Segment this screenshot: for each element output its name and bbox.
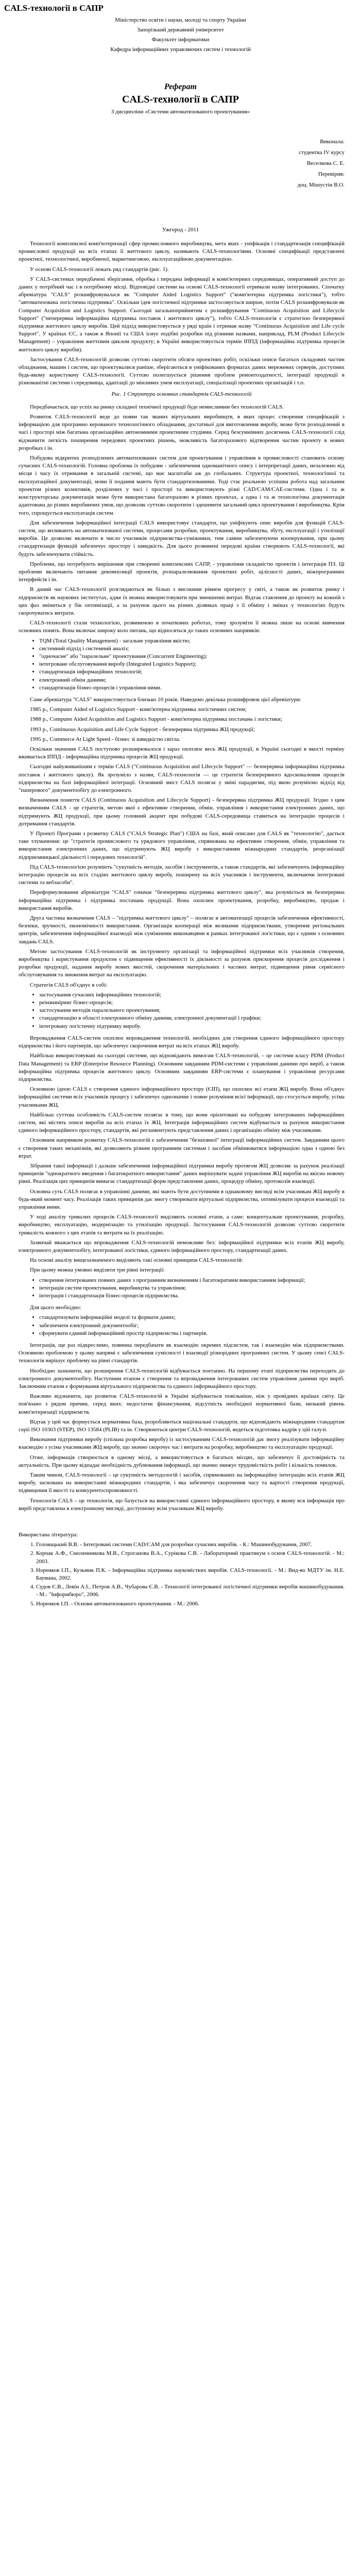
list-item: • сформувати єдиний інформаційний простір підприємства і партнерів. [39,1330,345,1337]
paragraph: Передбачається, що успіх на ринку складної технічної продукції буде немислимим без технологій CALS. [30,403,284,410]
paragraph: Впровадження CALS-систем охоплює впровадження технологій, необхідних для створення єдиного інформаційного простору підприємства і його партнерів, що забезпечує скорочення витрат на всіх етапах ЖЦ виробу. [19,1035,345,1049]
list-item: • стандартизацію в області електронного обміну даними, електронної документації і графіки; [39,1014,345,1022]
document-header-title: CALS-технології в САПР [4,3,104,13]
paragraph: При цьому можна умовно виділити три рівні інтеграції: [30,1267,165,1274]
document-subject: З дисципліни «Системи автоматизованого проектування» [111,109,250,115]
reference-list [19,1541,345,1608]
list-item: • електронний обмін даними; [39,676,345,684]
paragraph: Стратегія CALS об'єднує в собі: [30,981,108,988]
paragraph: Визначення поняття CALS (Continuous Acquisition and Lifecycle Support) - безперервна підтримка ЖЦ продукції. Згідно з цим визначенням CALS - це стратегія, метою якої є ефективне створення, обмін, управління і використання електронних даних, що підтримують ЖЦ продукції, при цьому головний акцент при побудові CALS-середовища ставиться на інтеграцію процесів і дотримання стандартів. [19,797,345,827]
paragraph: Технології комплексної комп'ютеризації сфер промисловного виробництва, мета яких - уніфікація і стандартизація специфікацій промислової продукції на всіх етапах її життєвого циклу, називають CALS-технологіями. Основні специфікації представлені проектної, технологічної, виробничої, маркетинговою, експлуатаційною документацією. [19,241,345,263]
document-body [0,240,361,1608]
list-item: • забезпечити електронний документообіг; [39,1322,345,1330]
paragraph: Сьогодні найуживанішим є термін CALS ("Continuous Acquisition and Lifecycle Support" — безперервна інформаційна підтримка поставок і життєвого циклу). Як зрозуміло з назви, CALS-технологія — це стратегія безперервного вдосконалення процесів підприємства на базі інформаційної інтеграції. Основний зміст CALS полягає у зміні парадигми, під якою розуміємо відхід від "паперового" документообігу до електронного. [19,764,345,793]
city-year: Ужгород - 2011 [162,227,199,233]
signature-block [0,137,361,191]
paragraph: Таким чином, CALS-технології – це сукупність методологій і засобів, спрямованих на інформаційну інтеграцію всіх етапів ЖЦ виробу, заснована на використанні міжнародних стандартів, і яка забезпечує скорочення часу та вартості створення продукції, підвищення її якості та конкурентоспроможності. [19,1472,345,1494]
signature-line: Веселкова С. Е. [306,160,345,166]
reference-item: 5. Норенков І.П. - Основи автоматизованого проектування. - М.: 2006. [36,1600,345,1608]
paragraph: У основі CALS-технології лежать ряд стандартів (рис. 1). [30,266,169,273]
paragraph: У CALS-системах передбачені зберігання, обробка і передача інформації в комп'ютерних середовищах, оперативний доступ до даних у потрібний час і в потрібному місці. Відповідні системи на основі CALS-технології отримали назву інтегрованих. Спочатку абревіатура "CALS" розшифровувалася як "Computer Aided Logistics Support" ("комп'ютерна підтримка логістики"), тобто "автоматизована логістична підтримка". Оскільки ідея логістичної підтримки застосовується ширше, потім CALS розшифровували як Computer Acquisition and Logistics Support. Сьогодні загальноприйнятим є розшифрування "Continuous Acquisition and Lifecycle Support" ("неперервна інформаційна підтримка поставок і життєвого циклу"), тобто CALS-технологія є стратегією безперервної підтримки життєвого циклу виробів. Цей підхід використовується у ряді країн і отримав назву "Continuous Acquisition and Life cycle Support". У країнах ЄС, а також в Японії та США існує подібні розробки під різними назвами, наприклад, PLM (Product Lifecycle Management) – управління життєвим циклом продукту; в Україні використовується термін ІППД (інформаційна підтримка процесів життєвого циклу виробів). [19,276,345,353]
paragraph: Технологія CALS – це технологія, що базується на використанні єдиного інформаційного простору, в якому вся інформація про виріб представлена в електронному вигляді, доступному всім учасникам ЖЦ виробу. [19,1497,345,1512]
paragraph: Для забезпечення інформаційної інтеграції CALS використовує стандарти, що уніфікують опис виробів для функцій CALS-систем, що впливають на автоматизованої системи, процесами розробки, проектування, виробництва, збуту, експлуатації і утилізації виробів. Це дозволяє включати в число учасників підприємства-суміжники, тим самим забезпечуючи кооперування, при цьому стандартизація функцій забезпечує простору і швидкість. Для цього розвинені передові країни створюють CALS-технології, які будуть забезпечувати стійкість. [19,519,345,557]
paragraph: Отже, інформація створюється в одному місці, а використовується в багатьох місцях, що забезпечує її достовірність та актуальність. При цьому відпадає необхідність дублювання інформації, що значно знижує трудомісткість робіт і кількість помилок. [19,1454,345,1468]
paragraph: Зазвичай вважається що впровадження CALS-технологій неможливе без: інформаційної підтримки всіх етапів ЖЦ виробу, електронного документообігу, інтегрованої логістики, єдиного інформаційного простору, стандартизації даних. [19,1239,345,1253]
list-item: • стандартизація бізнес-процесів і управління ними. [39,684,345,692]
list-item: • реінжиніринг бізнес-процесів; [39,999,345,1007]
signature-line: доц. Мішустін В.О. [297,182,345,188]
document-type: Реферат [164,82,197,91]
paragraph: Відтак у цей час формується нормативна база, розробляються національні стандарти, що відповідають міжнародним стандартам серії ISO 10303 (STEP), ISO 13584 (PLIB) та ін. Створюються центри CALS-технологій, ведеться підготовка кадрів у цій галузі. [19,1418,345,1433]
ministry-name: Міністерство освіти і науки, молоді та спорту України [115,17,246,23]
paragraph: Друга частина визначення CALS – "підтримка життєвого циклу" – полягає в автоматизації процесів забезпечення ефективності, безпеки, зручності, економічності використання. Організація кооперації між великими підприємствами, утворення регіональних центрів, забезпечення інформаційної взаємодії між суміжними виконавцями в рамках інтегрованої логістики, що є одним з основних завдань CALS. [19,915,345,945]
paragraph: 1985 р., Computer Aided of Logistics Support - комп'ютерна підтримка логістичних систем; [30,706,247,713]
paragraph: Необхідно зазначити, що розширення CALS-технологій відбувається поетапно. На першому етапі підприємства переходять до електронного документообігу. Наступним етапом є створення та впровадження інтегрованих систем управління даними про виріб. Заключним етапом є формування віртуального підприємства та єдиного інформаційного простору. [19,1367,345,1390]
figure-caption: Рис. 1 Структура основних стандартів CALS-технологій [111,391,252,397]
department-name: Кафедра інформаційних управляючих систем і технологій [110,46,251,53]
list-item: • інтегроване обслуговування виробу (Integrated Logistics Support); [39,660,345,668]
reference-item: 4. Судов Є.В., Левін А.І., Петров А.В., Чубарова Є.В. - Технології інтегрованої логістичної підтримки виробів машинобудування. - М.: "Інформбюро", 2006. [36,1583,345,1599]
reference-item: 3. Норенков І.П., Кузьмик П.К. - Інформаційна підтримка наукомістких виробів. CALS-технології. - М.: Вид-во МДТУ ім. Н.Е. Баумана, 2002. [36,1567,345,1582]
reference-item: 2. Корчак А.Ф., Смоленникова М.В., Строганова В.А., Сурікова С.В. - Лабораторний практикум з основ CALS-технологій. - М.: 2003. [36,1550,345,1565]
paragraph: Переформулювання абревіатури "CALS" означає "безперервна підтримка життєвого циклу", яка розуміється як безперервна інформаційна підтримка і підтримка постачань продукції. Вона охоплює проектування, розробку, виробництво, продаж і використання виробів. [19,889,345,911]
title-page [0,13,361,55]
references-heading: Використана література: [19,1532,78,1538]
paragraph: Важливо відзначити, що розвиток CALS-технологій в Україні відбувається повільніше, ніж у провідних країнах світу. Це пов'язано з рядом причин, серед яких: недостатнє фінансування, відсутність необхідної нормативної бази, низький рівень комп'ютеризації підприємств. [19,1393,345,1415]
list-item: • стандартизувати інформаційні моделі та формати даних; [39,1314,345,1321]
paragraph: Застосування CALS-технологій дозволяє суттєво скоротити обсяги проектних робіт, оскільки описи багатьох складових частин обладнання, машин і систем, що проектувалися раніше, зберігаються в уніфікованих форматах даних мережевих серверів, доступних будь-якому користувачу CALS-технології. Суттєво полегшується рішення проблем ремонтоздатності, інтеграції продукції в різноманітні системи і середовища, адаптації до мінливих умов експлуатації, спеціалізації проектних організацій і т.п. [19,356,345,386]
paragraph: 1993 р., Continuous Acquisition and Life Cycle Support - безперервна підтримка ЖЦ продукції; [30,726,255,733]
paragraph: В даний час CALS-технології розглядаються як більш з високими рівнем прогресу у світі, а також як розвиток ринку і підприємств як наукових інститутах, адже їх можна використовувати при зменшенні витрат. Відтак ставлення до проекту на кожній з цих фаз зміниться у бік оптимізації, а за рахунок цього на різних ділянках праці з її обміну і змінах у технологіях будуть скорочуватись витрати. [19,586,345,616]
list-item: • застосування сучасних інформаційних технологій; [39,991,345,999]
paragraph: Найбільш використовувані на сьогодні системи, що відповідають вимогам CALS-технологій, – це системи класу PDM (Product Data Management) та ERP (Enterprise Resource Planning). Основним завданням PDM-системи є управління даними про виріб, а також інформаційна підтримка процесів життєвого циклу. Основним завданням ERP-системи є планування і управління ресурсами підприємства. [19,1053,345,1082]
paragraph: Проблеми, що потребують вирішення при створенні комплексних САПР, - управління складністю проектів і інтеграція ПЗ. Ці проблеми включають питання декомпозиції проектів, розпаралелювання проектних робіт, цілісності даних, міжпрограмних інтерфейсів і ін. [19,561,345,583]
paragraph: Для цього необхідно: [30,1304,81,1311]
faculty-name: Факультет інформатики [151,37,210,43]
signature-line: студентка IV курсу [299,149,345,156]
bullet-list [19,637,345,692]
paragraph: Саме абревіатура "CALS" використовується близько 10 років. Наведемо декілька розшифровок цієї абревіатури: [30,696,301,703]
paragraph: Основною ідеєю CALS є створення єдиного інформаційного простору (ЄІП), що охоплює всі етапи ЖЦ виробу. Вона об'єднує інформаційні системи всіх учасників процесу і забезпечує однозначне і повне розуміння всієї інформації, що стосується виробу, усіма учасниками ЖЦ. [19,1086,345,1108]
list-item: • застосування методів паралельного проектування; [39,1007,345,1014]
list-item: • створення інтегрованих повних даних з програмним визначенням і багатократним використанням інформації; [39,1277,345,1284]
list-item: • "одночасне" або "паралельне" проектування (Concurrent Engineering); [39,653,345,660]
university-name: Запорізький державний університет [137,27,224,33]
paragraph: Зібрання такої інформації і дальше забезпечення інформаційної підтримки виробу протягом ЖЦ дозволяє за рахунок реалізації принципів "однократного введення і багатократного використання" даних вирішувати задачі управління ЖЦ виробів на якісно новому рівні. Реалізація цих принципів вимагає стандартизації форм представлення даних, процедур обміну, протоколів взаємодії. [19,1162,345,1185]
paragraph: У Проекті Програми з розвитку CALS ("CALS Strategic Plan") США на базі, який описано для CALS як "технологію", дається таке тлумачення: це "стратегія промислового та урядового управління, спрямована на ефективне створення, обмін, управління та використання електронних даних, що підтримують ЖЦ виробу з використанням міжнародних стандартів, реорганізації підприємницької діяльності і передових технологій". [19,831,345,860]
paragraph: На основі аналізу вищезазначеного виділяють такі основні принципи CALS-технологій: [30,1257,243,1264]
bullet-list [19,991,345,1030]
paragraph: Побудова відкритих розподілених автоматизованих систем для проектування і управління в промисловості становить основу сучасних CALS-технологій. Головна проблема їх побудови - забезпечення одноманітного опису і інтерпретації даних, незалежно від місця і часу їх отримання в загальній системі, що має масштаби аж до глобальних. Структура проектної, технологічної та експлуатаційної документації, мови її подання мають бути стандартизованими. Тоді стає реальною успішна робота над загальним проектом різних колективів, розділених у часі і просторі та використовують різні CAD/CAM/CAE-системи. Одна і та ж конструкторська документація може бути використана багаторазово в різних проектах, а одна і та ж технологічна документація адаптована до різних виробничих умов, що дозволяє суттєво скоротити і здешевити загальний цикл проектування і виробництва. Крім того, спрощується експлуатація систем. [19,455,345,516]
reference-item: 1. Головацький В.В. - Інтегровані системи CAD/CAM для розробки сучасних виробів. - К.: Машинобудування, 2007. [36,1541,345,1549]
paragraph: Оскільки значення CALS поступово розширювалося і зараз охоплює весь ЖЦ продукції, в Україні сьогодні в якості терміну вживається ІППД - інформаційна підтримка процесів ЖЦ продукції. [19,745,345,760]
list-item: • інтеграція систем проектування, виробництва та управління; [39,1284,345,1292]
signature-line: Перевірив: [318,171,345,177]
paragraph: Розвиток CALS-технології веде до появи так званих віртуальних виробництв, в яких процес створення специфікацій з інформацією для програмно керованого технологічного обладнання, достатньої для виготовлення виробу, може бути розподілений в часі і просторі між багатьма організаційно автономними проектними студіями. Серед безсумнівних досягнень CALS-технології слід відзначити легкість поширення передових проектних рішень, можливість багаторазового відтворення частин проекту в нових розробках і ін. [19,414,345,451]
list-item: • стандартизація інформаційних технологій; [39,668,345,676]
list-item: • інтеграція і стандартизація бізнес-процесів підприємства. [39,1292,345,1300]
paragraph: Інтеграція, ще раз підкреслимо, повинна передбачати як взаємодію окремих підсистем, так і взаємодію між підприємствами. Основною проблемою у цьому напрямі є забезпечення сумісності і взаємодії різнорідних програмних систем. У цьому сенсі CALS-технологія вирішує проблему на рівні стандартів. [19,1342,345,1364]
paragraph: Основна суть CALS полягає в управлінні даними, які мають бути доступними в однаковому вигляді всім учасникам ЖЦ виробу в будь-який момент часу. Реалізація таких принципів дає змогу створювати віртуальні підприємства, оптимізувати процеси взаємодії та управління ними. [19,1188,345,1210]
paragraph: Основним напрямком розвитку CALS-технологій є забезпечення "безшовної" інтеграції інформаційних систем. Завданням цього є створення таких механізмів, які дозволяють різним програмним системам і засобам обмінюватися інформацією одна з одною без втрат. [19,1137,345,1159]
paragraph: CALS-технології стали технологією, розвиненою в початкових роботах, тому зрозуміти її можна лише на основі вивчення основних понять. Вона включає широку коло питань, що відносяться до таких основних напрямків: [19,620,345,634]
paragraph: 1995 р., Commerce At Light Speed - бізнес зі швидкістю світла. [30,736,181,742]
paragraph: У ході аналізу тривалих процесів CALS-технології виділяють основні етапи, а саме: концептуальне проектування, розробку, виробництво, експлуатацію, модернізацію та утилізацію продукції. Застосування CALS-технологій дозволяє суттєво скоротити тривалість кожного з цих етапів та витрати на їх реалізацію. [19,1214,345,1236]
paragraph: Під CALS-технологією розуміють "сукупність методів, засобів і інструментів, а також стандартів, які забезпечують інформаційну інтеграцію процесів на всіх стадіях життєвого циклу виробу, поширену на всіх учасників і інструменти, включаючи інтегровані системи та вебзасоби". [19,863,345,886]
document-topic: CALS-технології в САПР [122,94,239,105]
signature-line: Виконала: [320,139,345,145]
paragraph: Метою застосування CALS-технологій як інструменту організації та інформаційної підтримки всіх учасників створення, виробництва і користування продуктом є підвищення ефективності їх діяльності за рахунок прискорення процесів дослідження і розробки продукції, надання виробу нових якостей, скорочення матеріальних і часових витрат, підвищення рівня сервісного обслуговування та зниження витрат на експлуатацію. [19,948,345,978]
list-item: • системний підхід і системний аналіз; [39,645,345,653]
list-item: • інтегровану логістичну підтримку виробу. [39,1023,345,1030]
list-item: • TQM (Total Quality Management) - загальне управління якістю; [39,637,345,645]
bullet-list [19,1277,345,1300]
paragraph: Найбільш суттєва особливість CALS-систем полягає в тому, що вони орієнтовані на побудову інтегрованих інформаційних систем, які містять описи виробів на всіх етапах їх ЖЦ. Інтеграція інформаційних систем відбувається за рахунок використання єдиного інформаційного простору, стандартів, які регламентують представлення даних і організацію обміну між учасниками. [19,1111,345,1134]
paragraph: 1988 р., Computer Aided Acquisition and Logistics Support - комп'ютерна підтримка постачань і логістики; [30,716,283,723]
paragraph: Виконання підтримки виробу (спільна розробка виробу) із застосуванням CALS-технологій дає змогу реалізувати інформаційну взаємодію з усіма учасниками ЖЦ виробу, що значно скорочує час і витрати на розробку, виробництво та експлуатацію продукції. [19,1436,345,1451]
bullet-list [19,1314,345,1337]
